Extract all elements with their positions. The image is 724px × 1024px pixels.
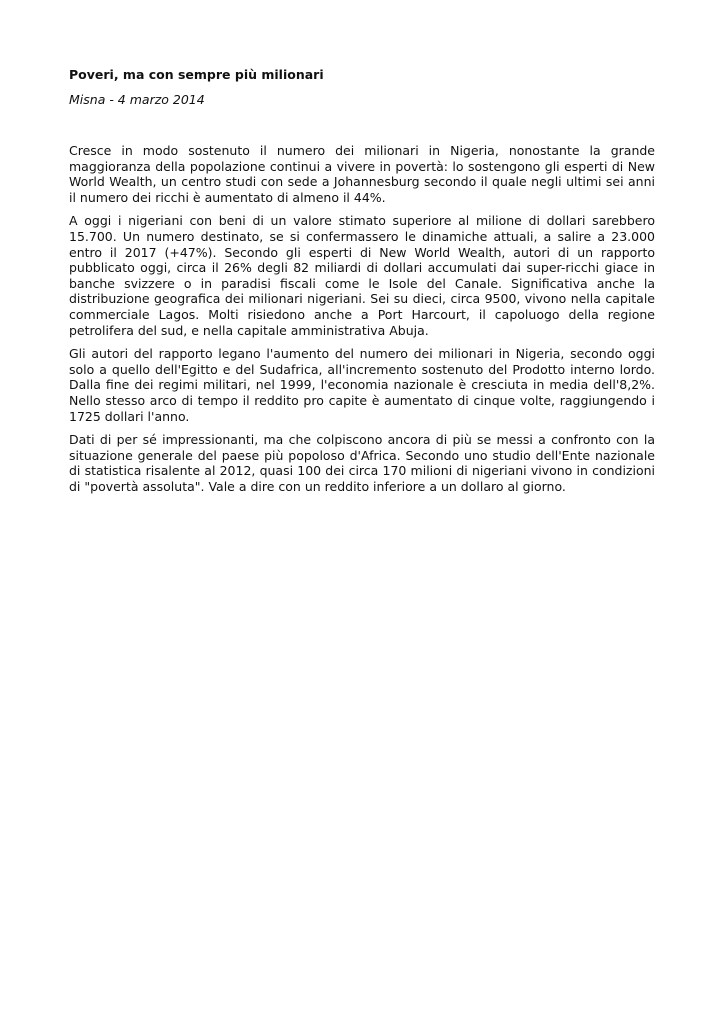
article-title: Poveri, ma con sempre più milionari	[69, 67, 324, 82]
article-paragraph: Gli autori del rapporto legano l'aumento del numero dei milionari in Nigeria, secondo oggi solo a quello dell'Egitto e del Sudafrica, all'incremento sostenuto del Prodotto interno lordo. Dalla fine dei regimi militari, nel 1999, l'economia nazionale è cresciuta in media dell'8,2%. Nello stesso arco di tempo il reddito pro capite è aumentato di cinque volte, raggiungendo i 1725 dollari l'anno.	[69, 346, 655, 424]
article-paragraph: Cresce in modo sostenuto il numero dei milionari in Nigeria, nonostante la grande maggioranza della popolazione continui a vivere in povertà: lo sostengono gli esperti di New World Wealth, un centro studi con sede a Johannesburg secondo il quale negli ultimi sei anni il numero dei ricchi è aumentato di almeno il 44%.	[69, 143, 655, 205]
article-body	[69, 143, 655, 494]
article-byline: Misna - 4 marzo 2014	[69, 92, 205, 107]
article-paragraph: Dati di per sé impressionanti, ma che colpiscono ancora di più se messi a confronto con la situazione generale del paese più popoloso d'Africa. Secondo uno studio dell'Ente nazionale di statistica risalente al 2012, quasi 100 dei circa 170 milioni di nigeriani vivono in condizioni di "povertà assoluta". Vale a dire con un reddito inferiore a un dollaro al giorno.	[69, 432, 655, 494]
document-page	[69, 66, 655, 502]
article-paragraph: A oggi i nigeriani con beni di un valore stimato superiore al milione di dollari sarebbero 15.700. Un numero destinato, se si confermassero le dinamiche attuali, a salire a 23.000 entro il 2017 (+47%). Secondo gli esperti di New World Wealth, autori di un rapporto pubblicato oggi, circa il 26% degli 82 miliardi di dollari accumulati dai super-ricchi giace in banche svizzere o in paradisi fiscali come le Isole del Canale. Significativa anche la distribuzione geografica dei milionari nigeriani. Sei su dieci, circa 9500, vivono nella capitale commerciale Lagos. Molti risiedono anche a Port Harcourt, il capoluogo della regione petrolifera del sud, e nella capitale amministrativa Abuja.	[69, 213, 655, 338]
